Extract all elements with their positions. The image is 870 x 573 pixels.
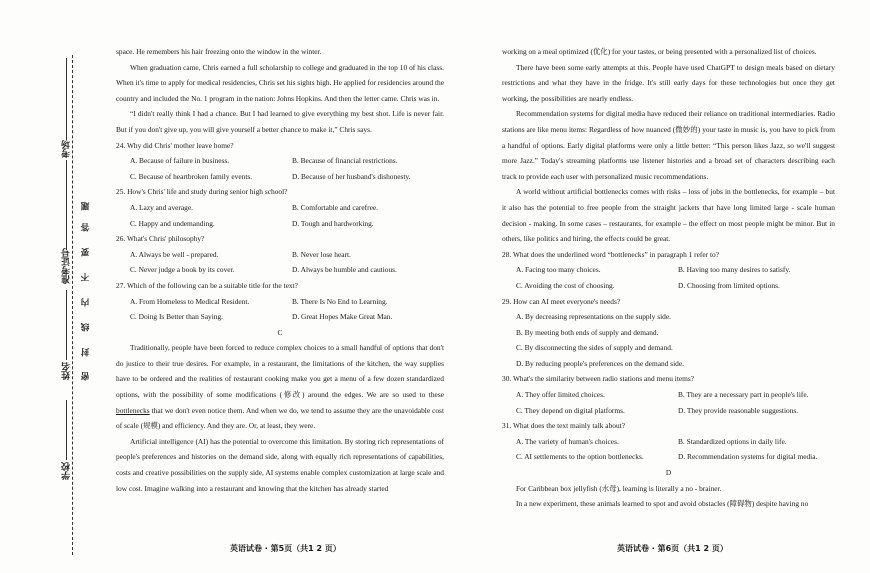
option-b: B. Having too many desires to satisfy.: [678, 265, 791, 275]
option-d: D. Tough and hardworking.: [292, 218, 374, 228]
admission-no-label: 准考证号: [62, 248, 72, 284]
admission-no-line: [66, 160, 67, 250]
passage-paragraph: space. He remembers his hair freezing onto the window in the winter.: [116, 47, 322, 56]
option-b: B. Never lose heart.: [292, 249, 351, 259]
section-heading-c: C: [277, 327, 283, 337]
question-25: [116, 184, 444, 231]
question-stem: 26. What's Chris' philosophy?: [116, 234, 205, 244]
answer-options: [502, 387, 835, 418]
passage-paragraph: When graduation came, Chris earned a full scholarship to college and graduated in the top 10 of his class. When it's time to apply for medical residencies, Chris set his sights high. He applied for residencies around the country and included the No. 1 program in the nation: Johns Hopkins. And then the letter came. Chris was in.: [116, 62, 444, 103]
seal-char: 题: [81, 202, 91, 211]
answer-options: [502, 309, 835, 371]
passage-paragraph: “I didn't really think I had a chance. But I had learned to give everything my best shot. Life is never fair. But if you don't give up, you will give yourself a better chance to make it,” Chris says.: [116, 109, 444, 134]
answer-options: [502, 262, 835, 293]
option-b: B. Because of financial restrictions.: [292, 156, 398, 166]
answer-options: [116, 200, 444, 231]
name-line: [66, 290, 67, 360]
option-c: C. Never judge a book by its cover.: [130, 265, 235, 275]
passage-paragraph: Recommendation systems for digital media have reduced their reliance on traditional intermediaries. Radio stations are like menu items: Regardless of how nuanced (微妙的) your taste in music is, you have to pick from a handful of options. Early digital platforms were only a little better: “This person likes Jazz, so we'll suggest more Jazz.” Today's streaming platforms use listener histories and a broad set of characters describing each track to provide each user with personalized music recommendations.: [502, 109, 835, 181]
option-b: B. Standardized options in daily life.: [678, 436, 787, 446]
answer-options: [116, 294, 444, 325]
option-d: D. Choosing from limited options.: [678, 280, 780, 290]
passage-paragraph: working on a meal optimized (优化) for your tastes, or being presented with a personalized list of choices.: [502, 47, 817, 56]
question-stem: 25. How's Chris' life and study during senior high school?: [116, 187, 288, 197]
question-stem: 28. What does the underlined word “bottlenecks” in paragraph 1 refer to?: [502, 249, 719, 259]
option-b: B. Comfortable and carefree.: [292, 202, 378, 212]
option-c: C. Because of heartbroken family events.: [130, 171, 253, 181]
answer-options: [116, 153, 444, 184]
option-c: C. By disconnecting the sides of supply and demand.: [516, 343, 673, 353]
option-c: C. They depend on digital platforms.: [516, 405, 625, 415]
page-6-footer: 英语试卷 · 第6页（共1 2 页）: [617, 544, 728, 553]
exam-room-line: [66, 58, 67, 140]
question-30: [502, 371, 835, 418]
option-b: B. By meeting both ends of supply and demand.: [516, 327, 659, 337]
option-c: C. AI settlements to the option bottlenecks.: [516, 452, 644, 462]
exam-room-label: 考场: [62, 140, 72, 158]
seal-char: 线: [81, 323, 91, 332]
option-c: C. Avoiding the cost of choosing.: [516, 280, 615, 290]
option-d: D. By reducing people's preferences on the demand side.: [516, 358, 684, 368]
page-5-column: [116, 44, 444, 496]
school-line: [66, 400, 67, 460]
question-28: [502, 247, 835, 294]
option-a: A. They offer limited choices.: [516, 390, 605, 400]
option-a: A. Lazy and average.: [130, 202, 193, 212]
option-b: B. They are a necessary part in people's life.: [678, 390, 809, 400]
option-d: D. Recommendation systems for digital media.: [678, 452, 818, 462]
seal-dotted-line: [72, 55, 73, 555]
option-a: A. From Homeless to Medical Resident.: [130, 296, 250, 306]
option-a: A. Because of failure in business.: [130, 156, 230, 166]
question-stem: 27. Which of the following can be a suitable title for the text?: [116, 280, 298, 290]
answer-options: [502, 434, 835, 465]
question-27: [116, 278, 444, 325]
passage-paragraph: Artificial intelligence (AI) has the potential to overcome this limitation. By storing rich representations of people's preferences and histories on the demand side, along with equally rich representations of capabilities, costs and creative possibilities on the supply side, AI systems enable complex customization at large scale and low cost. Imagine walking into a restaurant and knowing that the kitchen has already started: [116, 436, 444, 493]
school-label: 学校: [62, 462, 72, 480]
binding-margin: [0, 0, 95, 573]
option-a: A. Facing too many choices.: [516, 265, 601, 275]
seal-char: 内: [81, 298, 91, 307]
seal-char: 封: [81, 348, 91, 357]
option-d: D. Always be humble and cautious.: [292, 265, 397, 275]
option-a: A. By decreasing representations on the supply side.: [516, 312, 671, 322]
name-label: 姓名: [62, 362, 72, 380]
underlined-word: bottlenecks: [116, 405, 150, 415]
question-stem: 31. What does the text mainly talk about?: [502, 421, 626, 431]
question-31: [502, 418, 835, 465]
question-26: [116, 231, 444, 278]
option-b: B. There Is No End to Learning.: [292, 296, 388, 306]
option-a: A. The variety of human's choices.: [516, 436, 619, 446]
passage-paragraph: A world without artificial bottlenecks comes with risks – loss of jobs in the bottlenecks, for example – but it also has the potential to free people from the straight jackets that have long limited large - scale human decision - making. In some cases – restaurants, for example – the effect on most people might be minor. But in others, like politics and hiring, the effects could be great.: [502, 187, 835, 244]
option-d: D. Because of her husband's dishonesty.: [292, 171, 411, 181]
passage-paragraph: For Caribbean box jellyfish (水母), learning is literally a no - brainer.: [516, 483, 722, 493]
seal-char: 不: [81, 273, 91, 282]
question-stem: 29. How can AI meet everyone's needs?: [502, 296, 621, 306]
seal-char: 答: [81, 223, 91, 232]
passage-paragraph: In a new experiment, these animals learned to spot and avoid obstacles (障碍物) despite having no: [516, 499, 809, 509]
section-heading-d: D: [665, 468, 672, 478]
option-d: D. Great Hopes Make Great Man.: [292, 312, 393, 322]
question-24: [116, 138, 444, 185]
question-stem: 24. Why did Chris' mother leave home?: [116, 140, 234, 150]
seal-char: 密: [81, 372, 91, 381]
option-a: A. Always be well - prepared.: [130, 249, 219, 259]
question-stem: 30. What's the similarity between radio stations and menu items?: [502, 374, 695, 384]
question-29: [502, 294, 835, 372]
option-d: D. They provide reasonable suggestions.: [678, 405, 799, 415]
passage-paragraph: [116, 340, 444, 434]
answer-options: [116, 247, 444, 278]
text-run: that we don't even notice them. And when we do, we tend to assume they are the unavoidable cost of scale (规模) and efficiency. And they are. Or, at least, they were.: [116, 405, 444, 431]
page-6-column: [502, 44, 835, 512]
seal-char: 要: [81, 248, 91, 257]
option-c: C. Happy and undemanding.: [130, 218, 215, 228]
text-run: Traditionally, people have been forced to reduce complex choices to a small handful of options that don't do justice to their true desires. For example, in a restaurant, the limitations of the kitchen, the way supplies have to be ordered and the realities of restaurant cooking make you get a menu of a few dozen standardized options, with the possibility of some modifications (修改) around the edges. We are so used to these: [116, 343, 444, 400]
option-c: C. Doing Is Better than Saying.: [130, 312, 223, 322]
passage-paragraph: There have been some early attempts at this. People have used ChatGPT to design meals based on dietary restrictions and what they have in the fridge. It's still early days for these technologies but once they get working, the possibilities are nearly endless.: [502, 62, 835, 103]
page-5-footer: 英语试卷 · 第5页（共1 2 页）: [230, 544, 341, 553]
